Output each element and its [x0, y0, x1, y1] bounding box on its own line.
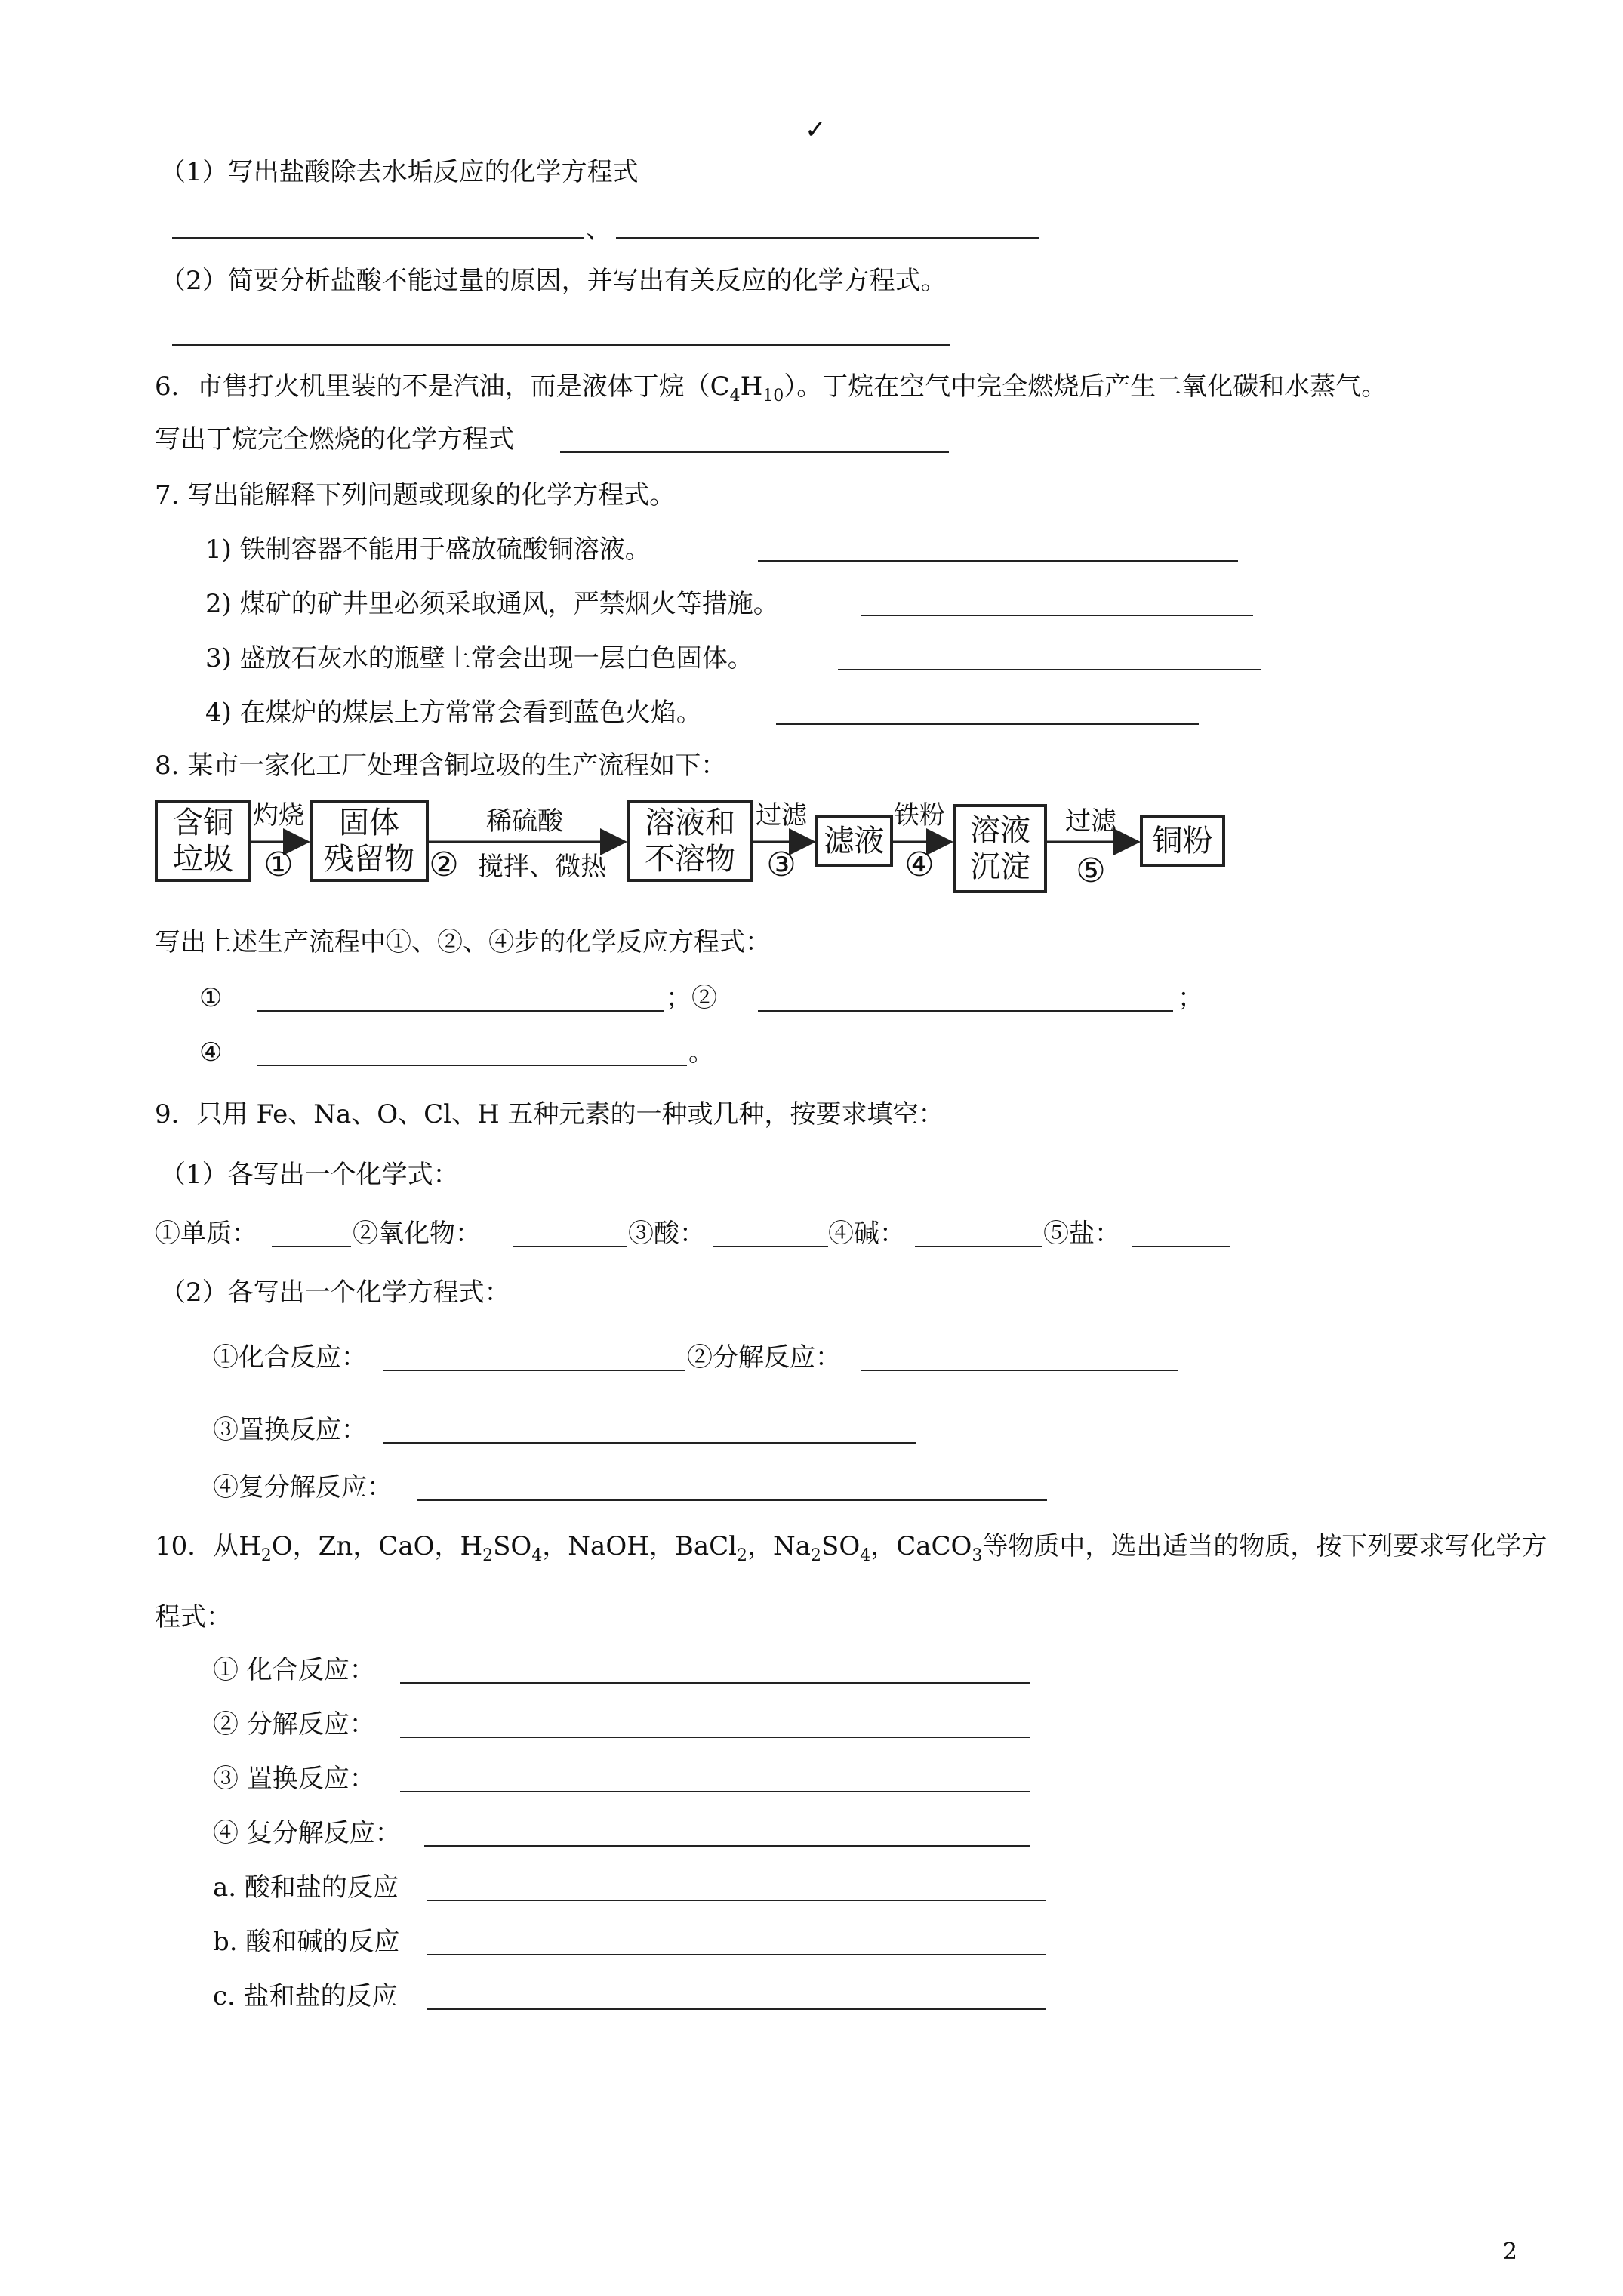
step5-label: 过滤 [1065, 806, 1116, 837]
q10-blank-acid-base[interactable] [427, 1954, 1046, 1955]
page-number: 2 [1502, 2239, 1517, 2265]
q8-end-semicolon: ； [1178, 983, 1203, 1013]
q9-title: 9．只用 Fe、Na、O、Cl、H 五种元素的一种或几种，按要求填空： [155, 1099, 944, 1130]
q9-decomposition-label: ②分解反应： [687, 1342, 841, 1373]
q9-combination-label: ①化合反应： [213, 1342, 367, 1373]
q10-item-salt-salt: c. 盐和盐的反应 [213, 1981, 398, 2011]
q9-oxide-blank[interactable] [513, 1246, 627, 1247]
step1-number: ① [263, 846, 294, 884]
q5-answer-blank-2[interactable] [616, 237, 1039, 239]
step2-number: ② [429, 846, 459, 884]
q8-title: 8. 某市一家化工厂处理含铜垃圾的生产流程如下： [155, 750, 727, 781]
flow-box-copper-powder: 铜粉 [1140, 815, 1225, 867]
flow-box-solid-residue: 固体 残留物 [310, 800, 429, 882]
q5-answer-blank-3[interactable] [172, 344, 950, 346]
q5-answer-blank-1[interactable] [172, 237, 584, 239]
q9-acid-label: ③酸： [628, 1219, 705, 1249]
q10-item-combination: ① 化合反应： [213, 1655, 375, 1685]
q9-decomposition-blank[interactable] [861, 1370, 1178, 1371]
q5-separator: 、 [586, 214, 611, 245]
q7-answer-blank-2[interactable] [861, 615, 1253, 616]
q10-blank-decomposition[interactable] [400, 1737, 1030, 1738]
flow-box-solution-precipitate: 溶液 沉淀 [953, 804, 1047, 893]
q8-separator-2: ；② [666, 983, 717, 1013]
q6-line1: 6．市售打火机里装的不是汽油，而是液体丁烷$(C_4H_{10})$。丁烷在空气中完全燃烧后产生二氧化碳和水蒸气。 [155, 371, 1387, 405]
q8-answer-blank-4[interactable] [257, 1065, 687, 1066]
q10-line2: 程式： [155, 1602, 232, 1632]
q9-base-blank[interactable] [915, 1246, 1042, 1247]
flow-box-solution-insoluble: 溶液和 不溶物 [627, 800, 753, 882]
q10-blank-acid-salt[interactable] [427, 1900, 1046, 1901]
flow-box-copper-waste: 含铜 垃圾 [155, 800, 251, 882]
q9-salt-label: ⑤盐： [1043, 1219, 1120, 1249]
q6-answer-blank[interactable] [560, 451, 949, 453]
q5-part1: （1）写出盐酸除去水垢反应的化学方程式 [160, 157, 639, 187]
step2-condition: 搅拌、微热 [478, 852, 606, 882]
q8-prompt: 写出上述生产流程中①、②、④步的化学反应方程式： [155, 927, 771, 957]
q7-item-4: 4) 在煤炉的煤层上方常常会看到蓝色火焰。 [205, 698, 702, 728]
step1-label: 灼烧 [253, 800, 304, 831]
q10-line1: 10．从$H_2O$，Zn，CaO，$H_2SO_4$，NaOH，BaCl$_2$，$Na_2SO_4$，CaCO$_3$等物质中，选出适当的物质，按下列要求写化学方 [155, 1531, 1548, 1565]
q7-item-1: 1) 铁制容器不能用于盛放硫酸铜溶液。 [205, 535, 651, 565]
flow-box-filtrate: 滤液 [815, 815, 893, 867]
q9-element-label: ①单质： [155, 1219, 257, 1249]
q9-displacement-label: ③置换反应： [213, 1415, 367, 1445]
q8-answer-blank-2[interactable] [758, 1010, 1173, 1012]
q9-combination-blank[interactable] [383, 1370, 685, 1371]
q10-blank-displacement[interactable] [400, 1791, 1030, 1792]
q10-item-acid-salt: a. 酸和盐的反应 [213, 1872, 399, 1903]
q8-period: 。 [688, 1037, 714, 1068]
q5-part2: （2）简要分析盐酸不能过量的原因，并写出有关反应的化学方程式。 [160, 266, 947, 296]
q10-item-decomposition: ② 分解反应： [213, 1709, 375, 1740]
step3-number: ③ [766, 846, 796, 884]
q9-base-label: ④碱： [828, 1219, 905, 1249]
q8-answer-blank-1[interactable] [257, 1010, 664, 1012]
q7-title: 7. 写出能解释下列问题或现象的化学方程式。 [155, 480, 676, 510]
q7-answer-blank-3[interactable] [838, 669, 1261, 670]
q9-salt-blank[interactable] [1132, 1246, 1230, 1247]
q9-acid-blank[interactable] [713, 1246, 828, 1247]
q7-answer-blank-1[interactable] [758, 560, 1238, 562]
q7-item-2: 2) 煤矿的矿井里必须采取通风，严禁烟火等措施。 [205, 589, 779, 619]
q7-answer-blank-4[interactable] [776, 723, 1199, 725]
q10-blank-double-decomp[interactable] [424, 1845, 1030, 1847]
q9-double-decomp-label: ④复分解反应： [213, 1472, 393, 1502]
q6-line2: 写出丁烷完全燃烧的化学方程式 [155, 424, 514, 455]
q10-blank-salt-salt[interactable] [427, 2008, 1046, 2010]
q9-displacement-blank[interactable] [383, 1442, 916, 1444]
q9-double-decomp-blank[interactable] [417, 1499, 1047, 1501]
q7-item-3: 3) 盛放石灰水的瓶壁上常会出现一层白色固体。 [205, 643, 753, 673]
q10-blank-combination[interactable] [400, 1682, 1030, 1684]
q9-part2: （2）各写出一个化学方程式： [160, 1277, 510, 1308]
q9-part1: （1）各写出一个化学式： [160, 1160, 459, 1190]
process-flow-diagram [155, 793, 1227, 914]
q10-item-displacement: ③ 置换反应： [213, 1764, 375, 1794]
q8-marker-4: ④ [199, 1037, 223, 1068]
check-mark: ✓ [805, 115, 827, 145]
step4-number: ④ [904, 846, 935, 884]
step4-label: 铁粉 [894, 800, 945, 831]
q10-item-double-decomp: ④ 复分解反应： [213, 1818, 401, 1848]
step3-label: 过滤 [756, 800, 807, 831]
step5-number: ⑤ [1076, 852, 1106, 890]
q10-item-acid-base: b. 酸和碱的反应 [213, 1927, 400, 1957]
q8-marker-1: ① [199, 983, 223, 1013]
step2-label: 稀硫酸 [486, 806, 563, 837]
q9-element-blank[interactable] [272, 1246, 351, 1247]
q9-oxide-label: ②氧化物： [353, 1219, 481, 1249]
